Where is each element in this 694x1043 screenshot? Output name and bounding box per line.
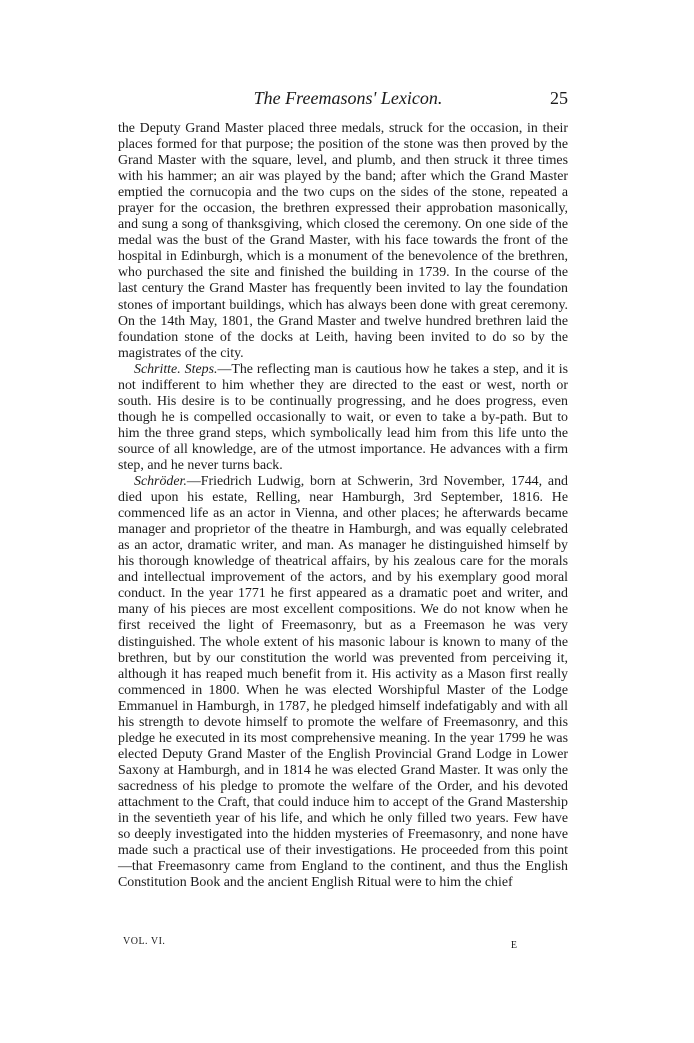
entry-schritte [118,362,568,474]
signature-mark: E [510,940,517,951]
volume-label: VOL. VI. [123,936,166,947]
running-title: The Freemasons' Lexicon. [253,88,443,108]
entry-heading: Schritte. Steps. [134,361,218,377]
page-footer [123,936,517,954]
entry-schroder [118,474,568,891]
entry-text: The reflecting man is cautious how he takes a step, and it is not indifferent to him whether they are directed to the east or west, north or south. His desire is to be continually progressing, and he does progress, even though he is compelled occasionally to wait, or even to take a by-path. But to him the three grand steps, which symbolically lead him from this life unto the source of all knowledge, are of the utmost importance. He advances with a firm step, and he never turns back. [118,361,568,473]
page-number: 25 [550,88,568,108]
body-text [118,121,568,891]
paragraph-foundation-stone [118,121,568,362]
running-head [128,86,568,110]
paragraph-text: the Deputy Grand Master placed three medals, struck for the occasion, in their places formed for that purpose; the position of the stone was then proved by the Grand Master with the square, level, and plumb, and then struck it three times with his hammer; an air was played by the band; after which the Grand Master emptied the cornucopia and the two cups on the sides of the stone, repeated a prayer for the occasion, the brethren expressed their approbation masonically, and sung a song of thanksgiving, which closed the ceremony. On one side of the medal was the bust of the Grand Master, with his face towards the front of the hospital in Edinburgh, which is a monument of the benevolence of the brethren, who purchased the site and finished the building in 1739. In the course of the last century the Grand Master has frequently been invited to lay the foundation stones of important buildings, which has always been done with great ceremony. On the 14th May, 1801, the Grand Master and twelve hundred brethren laid the foundation stone of the docks at Leith, having been invited to do so by the magistrates of the city. [118,121,568,361]
entry-heading: Schröder. [134,474,187,490]
entry-separator: — [186,474,201,490]
entry-separator: — [217,361,232,377]
entry-text: Friedrich Ludwig, born at Schwerin, 3rd November, 1744, and died upon his estate, Relling, near Hamburgh, 3rd September, 1816. He commenced life as an actor in Vienna, and other places; he afterwards became manager and proprietor of the theatre in Hamburgh, and was equally celebrated as an actor, dramatic writer, and man. As manager he distinguished himself by his thorough knowledge of theatrical affairs, by his zealous care for the morals and intellectual improvement of the actors, and by his exemplary good moral conduct. In the year 1771 he first appeared as a dramatic poet and writer, and many of his pieces are most excellent compositions. We do not know when he first received the light of Freemasonry, but as a Freemason he was very distinguished. The whole extent of his masonic labour is known to many of the brethren, but by our constitution the world was prevented from perceiving it, although it has reaped much benefit from it. His activity as a Mason first really commenced in 1800. When he was elected Worshipful Master of the Lodge Emmanuel in Hamburgh, in 1787, he pledged himself indefatigably and with all his strength to devote himself to promote the welfare of Freemasonry, and this pledge he executed in its most comprehensive meaning. In the year 1799 he was elected Deputy Grand Master of the English Provincial Grand Lodge in Lower Saxony at Hamburgh, and in 1814 he was elected Grand Master. It was only the sacredness of his pledge to promote the welfare of the Order, and his devoted attachment to the Craft, that could induce him to accept of the Grand Mastership in the seventieth year of his life, and which he only filled two years. Few have so deeply investigated into the hidden mysteries of Freemasonry, and none have made such a practical use of their investigations. He proceeded from this point—that Freemasonry came from England to the continent, and thus the English Constitution Book and the ancient English Ritual were to him the chief [118,474,568,891]
